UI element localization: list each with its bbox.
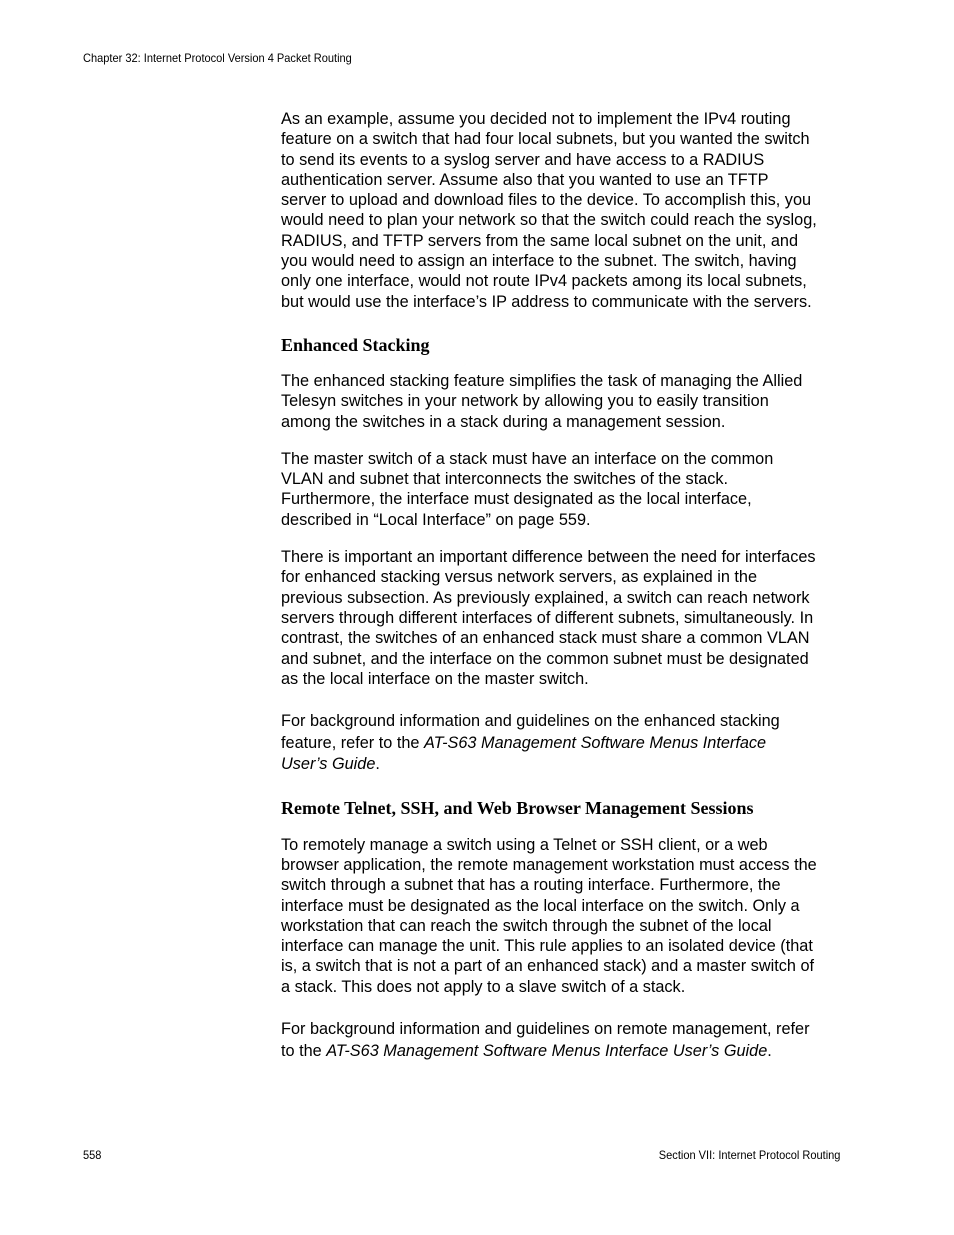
text-line bbox=[281, 733, 847, 755]
reference-suffix: . bbox=[375, 755, 380, 774]
text-line: among the switches in a stack during a management session. bbox=[281, 412, 726, 431]
enhanced-stacking-paragraph-3 bbox=[281, 547, 847, 689]
text-line: servers through different interfaces of different subnets, simultaneously. In bbox=[281, 608, 814, 627]
text-line: switch through a subnet that has a routing interface. Furthermore, the bbox=[281, 876, 781, 895]
page-number: 558 bbox=[83, 1148, 102, 1162]
text-line: would need to plan your network so that the switch could reach the syslog, bbox=[281, 211, 817, 230]
guide-title: User’s Guide bbox=[281, 755, 376, 774]
running-header: Chapter 32: Internet Protocol Version 4 Packet Routing bbox=[83, 51, 352, 65]
text-line: There is important an important difference between the need for interfaces bbox=[281, 548, 816, 567]
text-line: authentication server. Assume also that you wanted to use an TFTP bbox=[281, 170, 769, 189]
text-line: browser application, the remote management workstation must access the bbox=[281, 855, 817, 874]
text-line: VLAN and subnet that interconnects the switches of the stack. bbox=[281, 470, 729, 489]
enhanced-stacking-paragraph-2 bbox=[281, 449, 847, 530]
text-line: feature on a switch that had four local subnets, but you wanted the switch bbox=[281, 130, 810, 149]
text-line: previous subsection. As previously explained, a switch can reach network bbox=[281, 588, 810, 607]
text-line: to send its events to a syslog server and have access to a RADIUS bbox=[281, 150, 765, 169]
text-line: The master switch of a stack must have an interface on the common bbox=[281, 449, 774, 468]
reference-prefix: feature, refer to the bbox=[281, 733, 424, 752]
remote-management-paragraph-1 bbox=[281, 835, 847, 997]
enhanced-stacking-paragraph-1 bbox=[281, 371, 847, 432]
text-line: and subnet, and the interface on the common subnet must be designated bbox=[281, 649, 809, 668]
text-line: a stack. This does not apply to a slave switch of a stack. bbox=[281, 977, 686, 996]
remote-management-reference-paragraph bbox=[281, 1019, 847, 1062]
text-line: As an example, assume you decided not to implement the IPv4 routing bbox=[281, 110, 791, 128]
section-heading-enhanced-stacking: Enhanced Stacking bbox=[281, 334, 430, 355]
text-line: The enhanced stacking feature simplifies the task of managing the Allied bbox=[281, 371, 803, 390]
enhanced-stacking-reference-paragraph bbox=[281, 711, 847, 776]
guide-title: AT-S63 Management Software Menus Interface User’s Guide bbox=[326, 1041, 768, 1060]
text-line bbox=[281, 754, 847, 776]
text-line: Telesyn switches in your network by allowing you to easily transition bbox=[281, 392, 769, 411]
reference-prefix: to the bbox=[281, 1041, 327, 1060]
page-content bbox=[281, 109, 847, 1062]
text-line: only one interface, would not route IPv4 packets among its local subnets, bbox=[281, 272, 807, 291]
text-line: interface can manage the unit. This rule applies to an isolated device (that bbox=[281, 937, 813, 956]
text-line: as the local interface on the master switch. bbox=[281, 669, 589, 688]
text-line: workstation that can reach the switch through the subnet of the local bbox=[281, 916, 772, 935]
text-line: For background information and guidelines on the enhanced stacking bbox=[281, 712, 780, 731]
text-line: To remotely manage a switch using a Telnet or SSH client, or a web bbox=[281, 835, 768, 854]
text-line: server to upload and download files to the device. To accomplish this, you bbox=[281, 191, 812, 210]
text-line: For background information and guidelines on remote management, refer bbox=[281, 1020, 810, 1038]
text-line: RADIUS, and TFTP servers from the same local subnet on the unit, and bbox=[281, 231, 799, 250]
text-line: you would need to assign an interface to the subnet. The switch, having bbox=[281, 252, 797, 271]
text-line: is, a switch that is not a part of an enhanced stack) and a master switch of bbox=[281, 957, 815, 976]
intro-paragraph bbox=[281, 109, 847, 312]
text-line: Furthermore, the interface must designated as the local interface, bbox=[281, 490, 752, 509]
guide-title: AT-S63 Management Software Menus Interface bbox=[424, 733, 767, 752]
running-footer-section: Section VII: Internet Protocol Routing bbox=[658, 1148, 840, 1162]
section-heading-remote-management: Remote Telnet, SSH, and Web Browser Management Sessions bbox=[281, 797, 754, 818]
text-line: but would use the interface’s IP address to communicate with the servers. bbox=[281, 292, 812, 311]
text-line: for enhanced stacking versus network servers, as explained in the bbox=[281, 568, 758, 587]
text-line: contrast, the switches of an enhanced stack must share a common VLAN bbox=[281, 629, 810, 648]
text-line bbox=[281, 1041, 847, 1063]
text-line: described in “Local Interface” on page 559. bbox=[281, 510, 591, 529]
text-line: interface must be designated as the local interface on the switch. Only a bbox=[281, 896, 800, 915]
reference-suffix: . bbox=[767, 1041, 772, 1060]
